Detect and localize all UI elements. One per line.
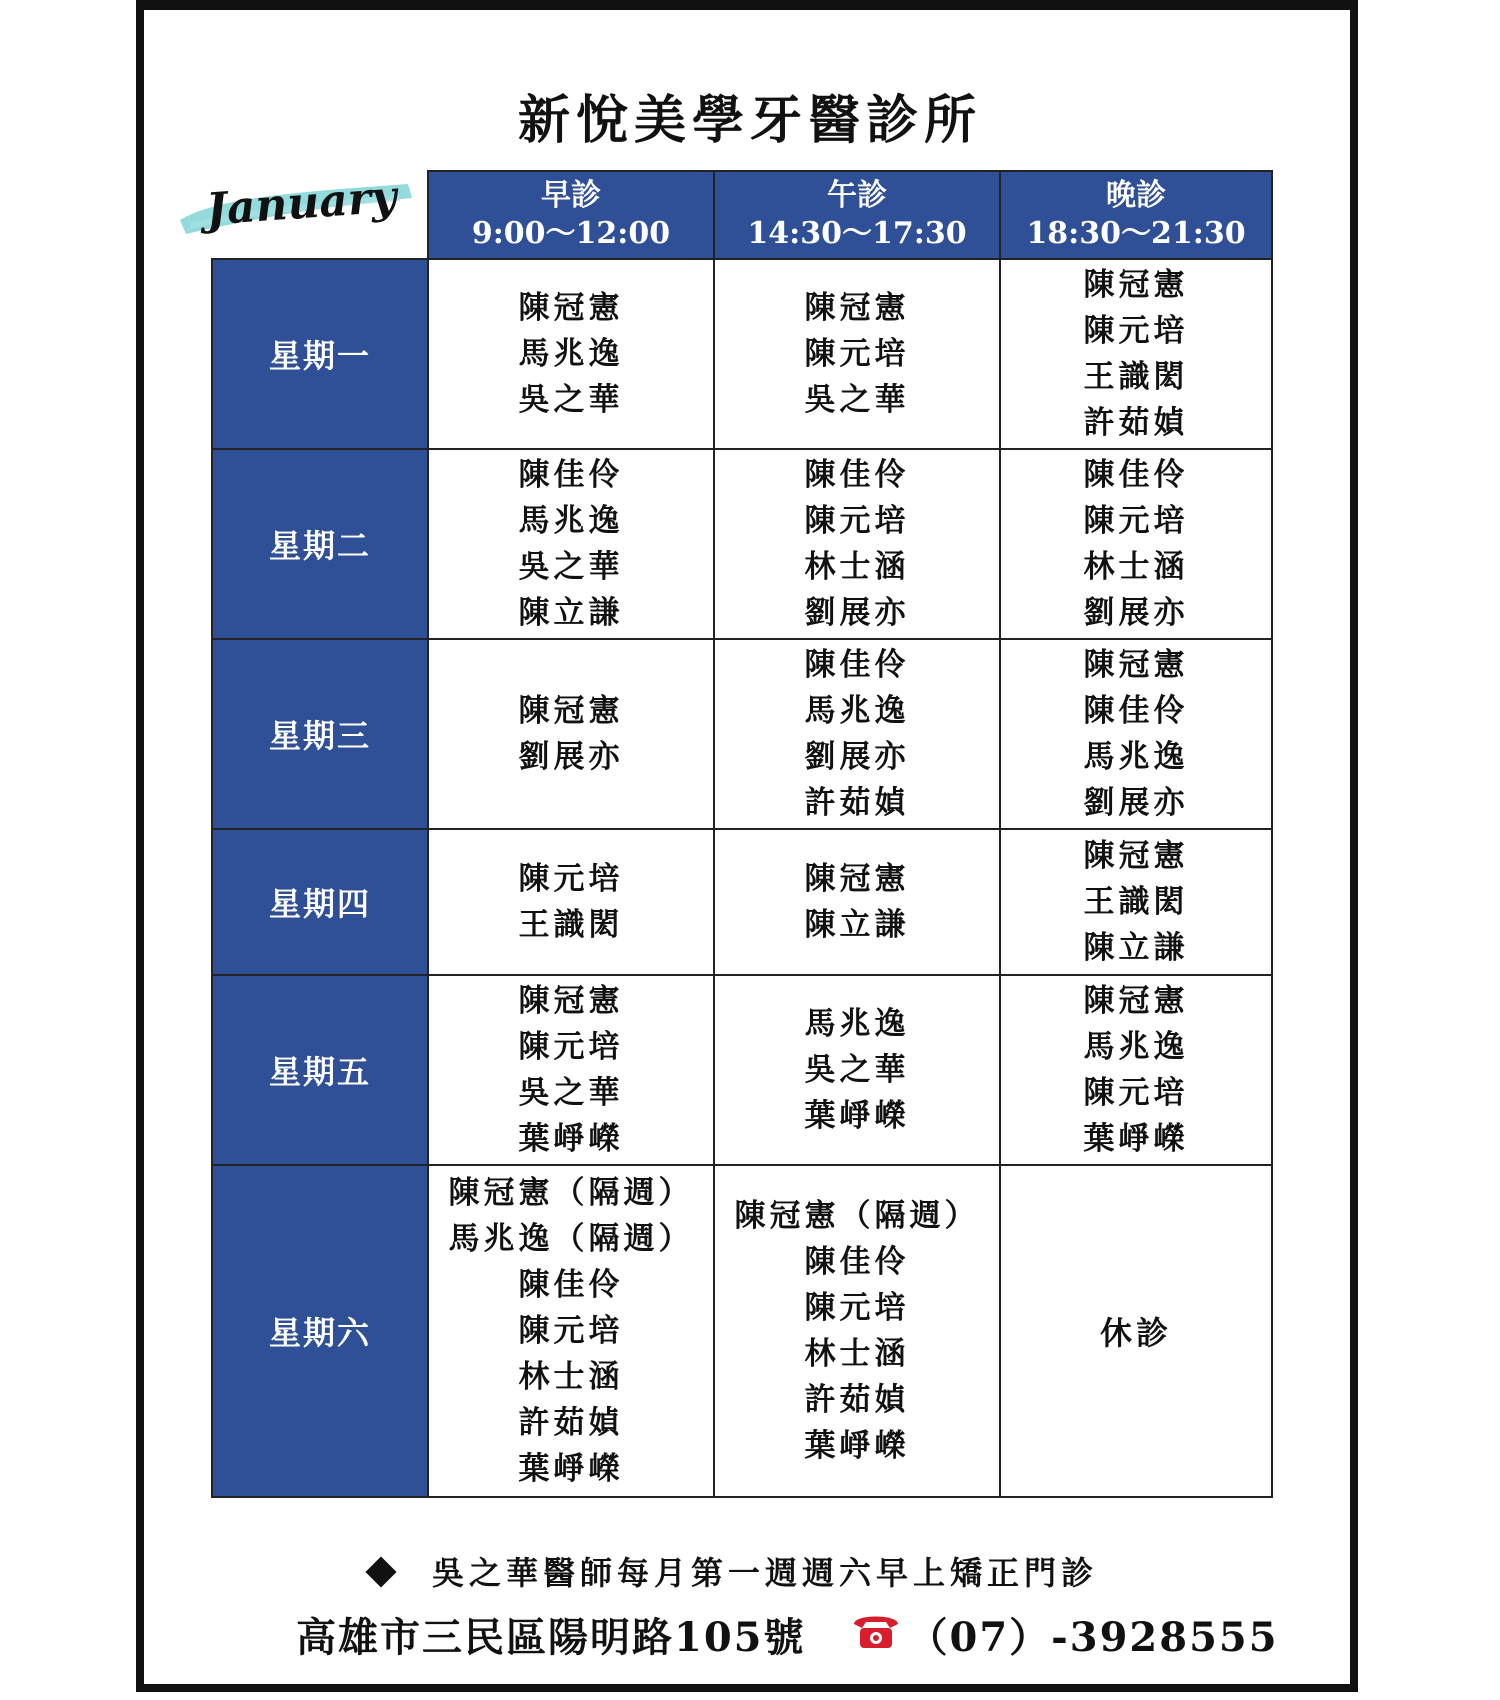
doctor-name: 陳佳伶 [1083, 693, 1189, 729]
address: 高雄市三民區陽明路105號 [296, 1614, 806, 1661]
day-label: 星期二 [212, 449, 428, 639]
phone-number: （07）-3928555 [907, 1614, 1279, 1661]
doctor-name: 陳佳伶 [518, 457, 624, 493]
doctor-name: 林士涵 [804, 1336, 910, 1372]
doctor-name: 許茹媜 [1083, 405, 1189, 441]
contact-line [296, 1606, 1279, 1666]
month-badge [176, 168, 416, 258]
doctor-name: 陳元培 [804, 503, 910, 539]
doctor-name: 馬兆逸 [1083, 739, 1189, 775]
doctor-name: 葉崢嶸 [518, 1451, 624, 1487]
schedule-cell-afternoon [714, 975, 1000, 1165]
doctor-name: 陳立謙 [804, 907, 910, 943]
phone-icon [850, 1610, 902, 1660]
doctor-name: 陳冠憲 [804, 290, 910, 326]
doctor-name: 吳之華 [804, 1052, 910, 1088]
schedule-cell-afternoon [714, 639, 1000, 829]
doctor-name: 林士涵 [804, 549, 910, 585]
note-text: 吳之華醫師每月第一週週六早上矯正門診 [432, 1554, 1099, 1592]
doctor-name: 陳冠憲 [1083, 267, 1189, 303]
doctor-name: 吳之華 [804, 382, 910, 418]
doctor-name: 陳佳伶 [1083, 457, 1189, 493]
schedule-cell-morning [428, 975, 714, 1165]
diamond-icon [365, 1556, 396, 1587]
doctor-name: 陳冠憲（隔週） [734, 1198, 980, 1234]
doctor-name: 陳立謙 [518, 595, 624, 631]
schedule-cell-evening [1000, 449, 1272, 639]
doctor-name: 陳佳伶 [518, 1267, 624, 1303]
day-label: 星期四 [212, 829, 428, 975]
doctor-name: 葉崢嶸 [1083, 1121, 1189, 1157]
doctor-name: 陳佳伶 [804, 647, 910, 683]
schedule-cell-morning [428, 639, 714, 829]
doctor-name: 劉展亦 [804, 739, 910, 775]
slot-evening: 晚診 18:30～21:30 [1000, 171, 1272, 259]
doctor-name: 吳之華 [518, 549, 624, 585]
day-label: 星期六 [212, 1165, 428, 1497]
day-row [212, 639, 1272, 829]
doctor-name: 陳冠憲 [1083, 838, 1189, 874]
doctor-name: 葉崢嶸 [804, 1098, 910, 1134]
doctor-name: 陳元培 [1083, 503, 1189, 539]
schedule-cell-morning [428, 259, 714, 449]
schedule-cell-evening [1000, 829, 1272, 975]
doctor-name: 葉崢嶸 [518, 1121, 624, 1157]
schedule-cell-afternoon [714, 1165, 1000, 1497]
schedule-table [211, 170, 1273, 1498]
schedule-cell-morning [428, 829, 714, 975]
day-label: 星期一 [212, 259, 428, 449]
doctor-name: 陳立謙 [1083, 930, 1189, 966]
day-row [212, 449, 1272, 639]
slot-morning: 早診 9:00～12:00 [428, 171, 714, 259]
doctor-name: 吳之華 [518, 382, 624, 418]
doctor-name: 王識閎 [518, 907, 624, 943]
doctor-name: 陳元培 [518, 1313, 624, 1349]
schedule-cell-evening [1000, 259, 1272, 449]
doctor-name: 陳冠憲 [518, 290, 624, 326]
clinic-title: 新悅美學牙醫診所 [517, 90, 982, 151]
day-row [212, 829, 1272, 975]
closed-cell: 休診 [1000, 1165, 1272, 1497]
schedule-cell-morning [428, 1165, 714, 1497]
doctor-name: 吳之華 [518, 1075, 624, 1111]
doctor-name: 陳佳伶 [804, 457, 910, 493]
doctor-name: 馬兆逸（隔週） [448, 1221, 694, 1257]
doctor-name: 許茹媜 [804, 785, 910, 821]
schedule-cell-afternoon [714, 829, 1000, 975]
doctor-name: 林士涵 [1083, 549, 1189, 585]
doctor-name: 陳元培 [804, 336, 910, 372]
doctor-name: 劉展亦 [1083, 785, 1189, 821]
doctor-name: 陳元培 [1083, 1075, 1189, 1111]
day-row [212, 1165, 1272, 1497]
doctor-name: 陳冠憲 [1083, 983, 1189, 1019]
doctor-name: 王識閎 [1083, 884, 1189, 920]
day-label: 星期五 [212, 975, 428, 1165]
day-row [212, 259, 1272, 449]
doctor-name: 陳佳伶 [804, 1244, 910, 1280]
doctor-name: 陳冠憲 [1083, 647, 1189, 683]
month-label: January [204, 171, 399, 236]
doctor-name: 許茹媜 [804, 1382, 910, 1418]
doctor-name: 陳冠憲 [804, 861, 910, 897]
doctor-name: 陳冠憲 [518, 693, 624, 729]
schedule-cell-afternoon [714, 259, 1000, 449]
schedule-cell-afternoon [714, 449, 1000, 639]
orthodontic-note [370, 1548, 1098, 1594]
doctor-name: 馬兆逸 [518, 336, 624, 372]
doctor-name: 許茹媜 [518, 1405, 624, 1441]
doctor-name: 林士涵 [518, 1359, 624, 1395]
doctor-name: 陳冠憲 [518, 983, 624, 1019]
doctor-name: 陳元培 [804, 1290, 910, 1326]
doctor-name: 馬兆逸 [518, 503, 624, 539]
doctor-name: 馬兆逸 [804, 1006, 910, 1042]
doctor-name: 陳元培 [518, 1029, 624, 1065]
day-row [212, 975, 1272, 1165]
schedule-cell-morning [428, 449, 714, 639]
doctor-name: 王識閎 [1083, 359, 1189, 395]
slot-afternoon: 午診 14:30～17:30 [714, 171, 1000, 259]
day-label: 星期三 [212, 639, 428, 829]
doctor-name: 劉展亦 [804, 595, 910, 631]
doctor-name: 馬兆逸 [804, 693, 910, 729]
doctor-name: 劉展亦 [1083, 595, 1189, 631]
schedule-cell-evening [1000, 975, 1272, 1165]
schedule-cell-evening [1000, 639, 1272, 829]
doctor-name: 馬兆逸 [1083, 1029, 1189, 1065]
doctor-name: 葉崢嶸 [804, 1428, 910, 1464]
doctor-name: 劉展亦 [518, 739, 624, 775]
doctor-name: 陳元培 [518, 861, 624, 897]
doctor-name: 陳元培 [1083, 313, 1189, 349]
doctor-name: 陳冠憲（隔週） [448, 1175, 694, 1211]
